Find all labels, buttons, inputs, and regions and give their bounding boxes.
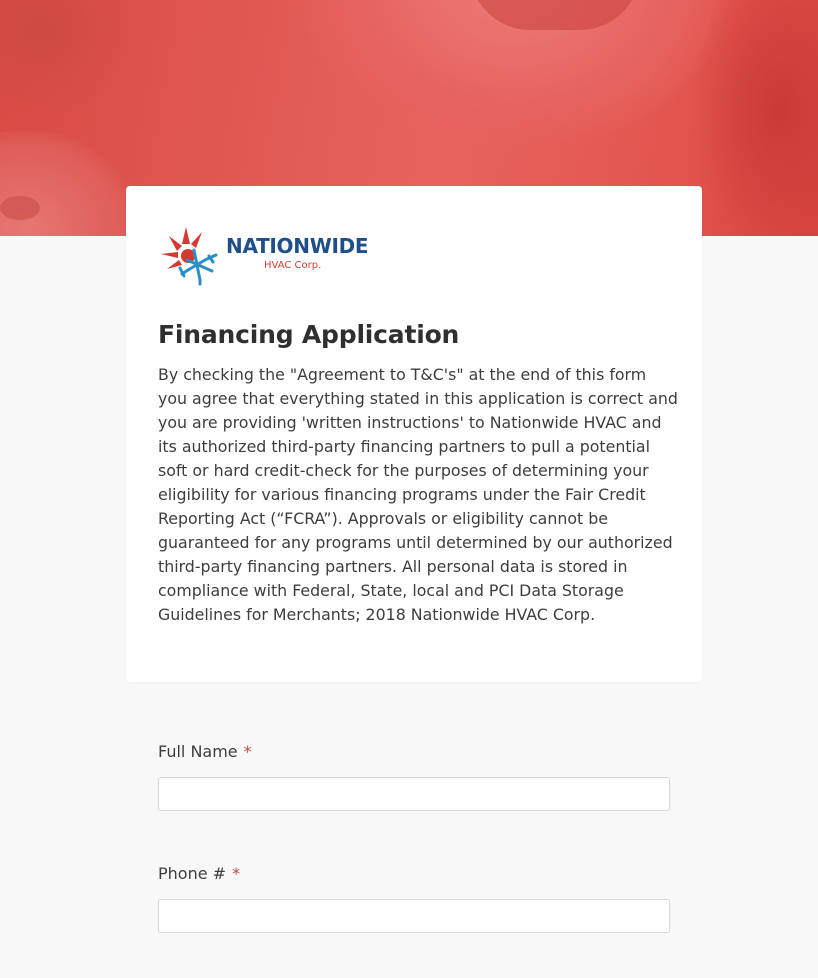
- form-description: By checking the "Agreement to T&C's" at the end of this form you agree that everything stated in this application is correct and you are providing 'written instructions' to Nationwide HVAC and its authorized third-party financing partners to pull a potential soft or hard credit-check for the purposes of determining your eligibility for various financing programs under the Fair Credit Reporting Act (“FCRA”). Approvals or eligibility cannot be guaranteed for any programs until determined by our authorized third-party financing partners. All personal data is stored in compliance with Federal, State, local and PCI Data Storage Guidelines for Merchants; 2018 Nationwide HVAC Corp.: [158, 365, 678, 624]
- phone-input[interactable]: [158, 899, 670, 933]
- phone-label: [158, 864, 240, 883]
- company-logo: [160, 224, 370, 286]
- full-name-label: [158, 742, 252, 761]
- hero-eye: [0, 196, 40, 220]
- required-marker: *: [243, 742, 252, 761]
- hero-shade: [0, 0, 140, 120]
- form-title: Financing Application: [158, 320, 460, 349]
- brand-name: NATIONWIDE: [226, 234, 369, 258]
- full-name-input[interactable]: [158, 777, 670, 811]
- hero-shadow: [690, 0, 818, 236]
- form-header-card: [126, 186, 702, 682]
- required-marker: *: [232, 864, 241, 883]
- brand-subname: HVAC Corp.: [264, 260, 322, 271]
- phone-label-text: Phone #: [158, 864, 227, 883]
- full-name-label-text: Full Name: [158, 742, 238, 761]
- hero-child-highlight: [0, 130, 140, 236]
